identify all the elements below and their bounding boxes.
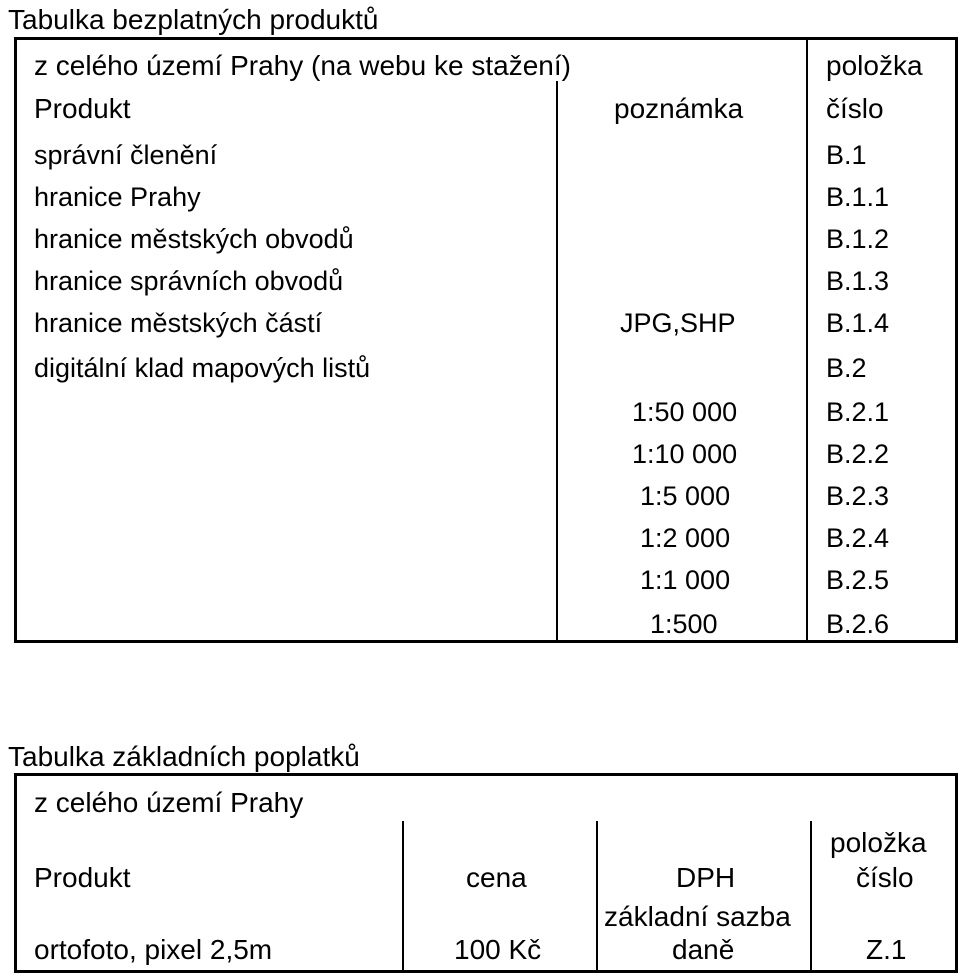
table-row-item: B.1.4: [826, 308, 890, 338]
table-row-item: B.2.5: [826, 565, 890, 595]
table-row-item: B.2.1: [826, 397, 890, 427]
table2-item-column-divider: [810, 821, 812, 973]
table-row-note: 1:500: [650, 609, 718, 639]
table2-header-item: položka: [830, 827, 927, 858]
table2-caption: Tabulka základních poplatků: [8, 741, 360, 772]
table-row-note: JPG,SHP: [620, 308, 736, 338]
table1-right-border: [955, 37, 958, 643]
table2-vat-column-divider: [596, 821, 598, 973]
table-row-note: 1:5 000: [640, 481, 731, 511]
table1-header-product: Produkt: [34, 93, 131, 124]
table-row-note: 1:10 000: [632, 439, 738, 469]
table2-header-product: Produkt: [34, 862, 131, 893]
table-row-item: B.2.4: [826, 523, 890, 553]
table-row-product: hranice Prahy: [34, 182, 201, 212]
table1-bottom-border: [14, 640, 958, 643]
table-row-item: B.2.6: [826, 609, 890, 639]
table-row-item: B.2.2: [826, 439, 890, 469]
table1-header-item: položka: [826, 50, 923, 81]
table-row-vat: základní sazba: [604, 901, 791, 932]
table2-header-vat: DPH: [676, 862, 736, 893]
table1-header-region: z celého území Prahy (na webu ke stažení): [34, 50, 571, 81]
table1-item-column-divider: [806, 37, 808, 643]
table2-header-region: z celého území Prahy: [34, 787, 304, 818]
table-row-note: 1:1 000: [640, 565, 731, 595]
table-row-item: Z.1: [866, 934, 907, 965]
table-row-product: ortofoto, pixel 2,5m: [34, 934, 273, 965]
table2-right-border: [955, 773, 958, 973]
table1-caption: Tabulka bezplatných produktů: [8, 4, 379, 35]
table-row-item: B.1.2: [826, 224, 890, 254]
table2-price-column-divider: [402, 821, 404, 973]
table1-note-column-divider: [556, 81, 558, 643]
table2-left-border: [14, 773, 17, 973]
table1-header-note: poznámka: [614, 93, 744, 124]
table-row-product: správní členění: [34, 140, 218, 170]
table-row-item: B.1.3: [826, 266, 890, 296]
table-row-item: B.1: [826, 140, 867, 170]
table1-top-border: [14, 37, 958, 40]
table2-header-price: cena: [466, 862, 527, 893]
table-row-item: B.2.3: [826, 481, 890, 511]
table-row-note: 1:2 000: [640, 523, 731, 553]
table-row-price: 100 Kč: [454, 934, 542, 965]
table-row-item: B.1.1: [826, 182, 890, 212]
table-row-product: hranice správních obvodů: [34, 266, 344, 296]
table1-header-item-number: číslo: [826, 93, 884, 124]
table-row-product: digitální klad mapových listů: [34, 353, 371, 383]
table-row-item: B.2: [826, 353, 867, 383]
table2-header-item-number: číslo: [856, 862, 914, 893]
table-row-note: 1:50 000: [632, 397, 738, 427]
table1-left-border: [14, 37, 17, 643]
table-row-product: hranice městských částí: [34, 308, 323, 338]
table-row-vat-cont: daně: [672, 934, 735, 965]
table2-top-border: [14, 773, 958, 776]
table-row-product: hranice městských obvodů: [34, 224, 354, 254]
